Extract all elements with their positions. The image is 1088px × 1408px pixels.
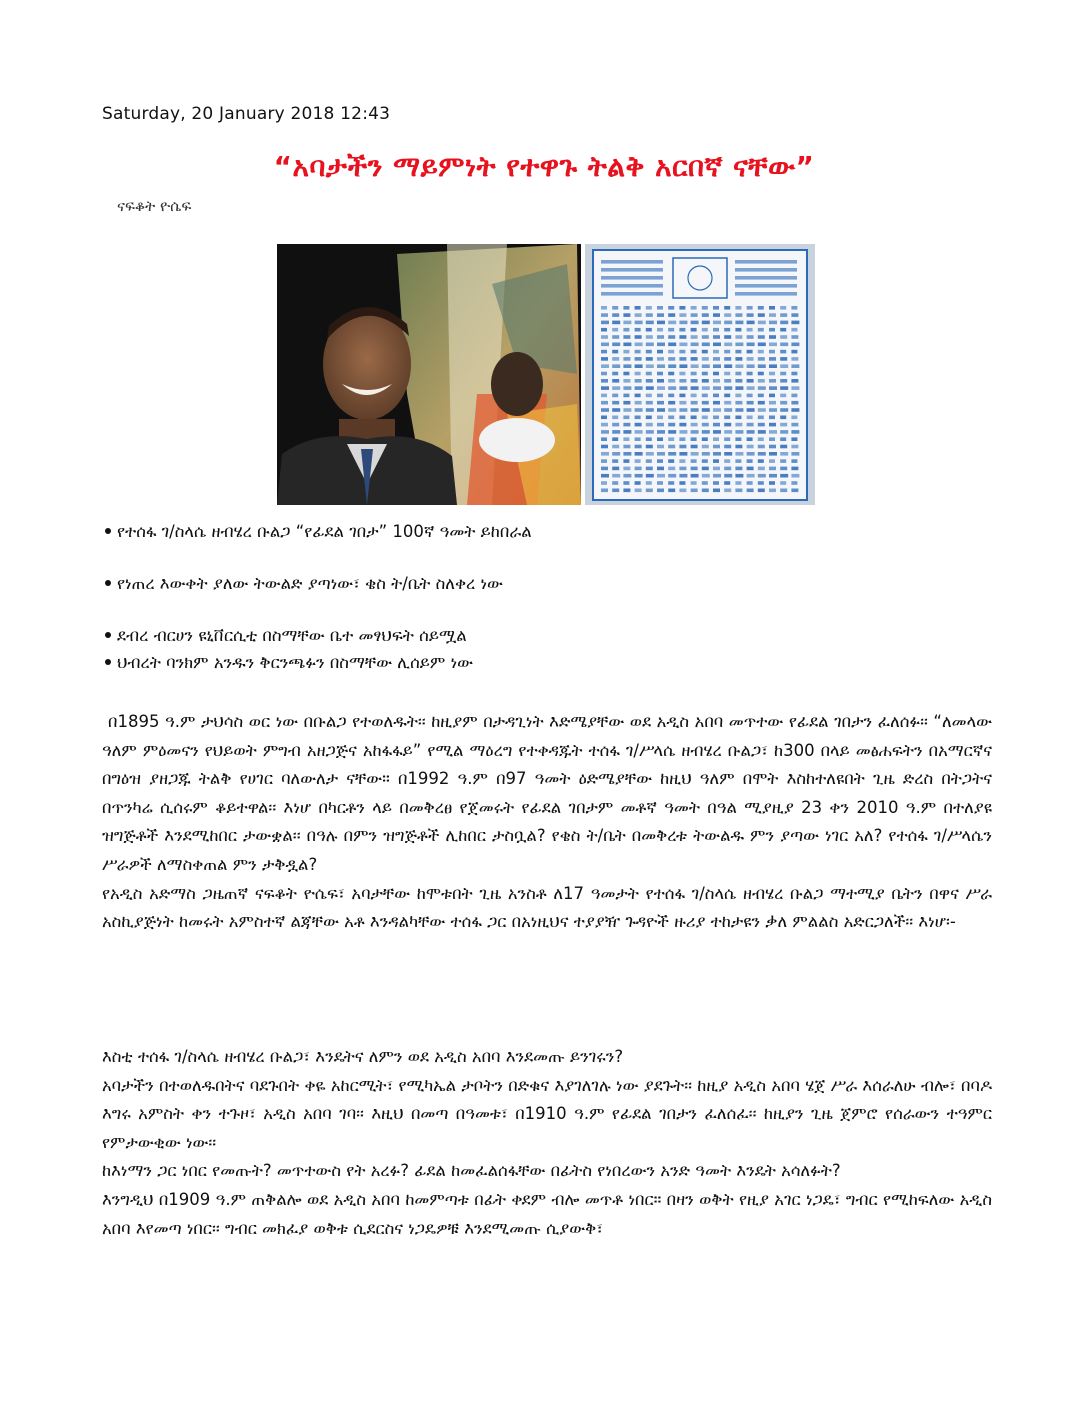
intro-paragraph: በ1895 ዓ.ም ታህሳስ ወር ነው በቡልጋ የተወለዱት፡፡ ከዚያም በታዳጊነት እድሜያቸው ወደ አዲስ አበባ መጥተው የፊደል ገበታን ፈለሰፉ፡፡ “ለመላው ዓለም ምዕመናን የህይወት ምግብ አዘጋጅና አከፋፋይ” የሚል ማዕረግ የተቀዳጁት ተሰፋ ገ/ሥላሴ ዘብሄረ ቡልጋ፣ ከ300 በላይ መፅሐፍትን በአማርኛና በግዕዝ ያዘጋጁ ትልቅ የሀገር ባለውለታ ናቸው። በ1992 ዓ.ም በ97 ዓመት ዕድሜያቸው ከዚህ ዓለም በሞት እስከተለዩበት ጊዜ ድረስ በትጋትና በጥንካሬ ሲሰሩም ቆይተዋል፡፡ እነሆ በካርቶን ላይ በመቅረፀ የጀመሩት የፊደል ገበታም መቶኛ ዓመት በዓል ሚያዚያ 23 ቀን 2010 ዓ.ም በተለያዩ ዝግጅቶች እንደሚከበር ታውቋል፡፡ በዓሉ በምን ዝግጅቶች ሊከበር ታስቧል? የቄስ ት/ቤት በመቅረቱ ትውልዱ ምን ያጣው ነገር አለ? የተሰፋ ገ/ሥላሴን ሥራዎች ለማስቀጠል ምን ታቅዷል? <box>102 712 992 874</box>
article-photos <box>277 244 815 505</box>
highlight-item: ደብረ ብርሀን ዩኒቨርሲቲ በስማቸው ቤተ መፃህፍት ሰይሟል <box>105 626 467 646</box>
bullet-icon <box>105 580 111 586</box>
article-headline: “አባታችን ማይምነት የተዋጉ ትልቅ አርበኛ ናቸው” <box>273 150 815 183</box>
article-intro <box>102 708 992 937</box>
highlight-item: ህብረት ባንክም አንዱን ቅርንጫፉን በስማቸው ሊሰይም ነው <box>105 653 473 673</box>
article-interview <box>102 1043 992 1243</box>
interview-question: ከእነማን ጋር ነበር የመጡት? መጥተውስ የት አረፉ? ፊደል ከመፈልሰፋቸው በፊትስ የነበረውን አንድ ዓመት እንዴት አሳለፉት? <box>102 1161 841 1181</box>
highlight-item: የተሰፋ ገ/ስላሴ ዘብሄረ ቡልጋ “የፊደል ገበታ” 100ኛ ዓመት ይከበራል <box>105 522 532 542</box>
publish-date: Saturday, 20 January 2018 12:43 <box>102 104 391 124</box>
intro-paragraph: የአዲስ አድማስ ጋዜጠኛ ናፍቆት ዮሴፍ፣ አባታቸው ከሞቱበት ጊዜ አንስቶ ለ17 ዓመታት የተሰፋ ገ/ስላሴ ዘብሄረ ቡልጋ ማተሚያ ቤትን በዋና ሥራ አስኪያጅነት ከመሩት አምስተኛ ልጃቸው አቶ እንዳልካቸው ተሰፋ ጋር በአነዚህና ተያያዥ ጉዳዮች ዙሪያ ተከታዩን ቃለ ምልልስ አድርጋለች፡፡ እነሆ፡- <box>102 883 992 932</box>
interview-answer: አባታችን በተወለዱበትና ባደጉበት ቀዬ አከርሚት፣ የሚካኤል ታቦትን በድቁና እያገለገሉ ነው ያደጉት፡፡ ከዚያ አዲስ አበባ ሄጀ ሥራ እሰራለሁ ብሎ፣ በባዶ እግሩ አምስት ቀን ተጉዞ፣ አዲስ አበባ ገባ፡፡ እዚህ በመጣ በዓመቱ፣ በ1910 ዓ.ም የፊደል ገበታን ፈለሰፈ፡፡ ከዚያን ጊዜ ጀምሮ የሰራውን ተዓምር የምታውቂው ነው፡፡ <box>102 1075 992 1152</box>
author-byline: ናፍቆት ዮሴፍ <box>117 197 192 215</box>
interview-answer: እንግዲህ በ1909 ዓ.ም ጠቅልሎ ወደ አዲስ አበባ ከመምጣቱ በፊት ቀደም ብሎ መጥቶ ነበር። በዛን ወቅት የዚያ አገር ነጋዴ፣ ግብር የሚከፍለው አዲስ አበባ እየመጣ ነበር፡፡ ግብር መክፈያ ወቅቱ ሲደርስና ነጋዴዎቹ እንደሚመጡ ሲያውቅ፣ <box>102 1189 992 1238</box>
bullet-icon <box>105 632 111 638</box>
bullet-icon <box>105 528 111 534</box>
bullet-icon <box>105 659 111 665</box>
portrait-photo <box>277 244 581 505</box>
highlight-item: የነጠረ እውቀት ያለው ትውልድ ያጣነው፣ ቄስ ት/ቤት ስለቀረ ነው <box>105 574 503 594</box>
interview-question: እስቲ ተሰፋ ገ/ስላሴ ዘብሄረ ቡልጋ፣ እንዴትና ለምን ወደ አዲስ አበባ እንደመጡ ይንገሩን? <box>102 1047 624 1066</box>
fidel-chart-photo <box>585 244 815 505</box>
